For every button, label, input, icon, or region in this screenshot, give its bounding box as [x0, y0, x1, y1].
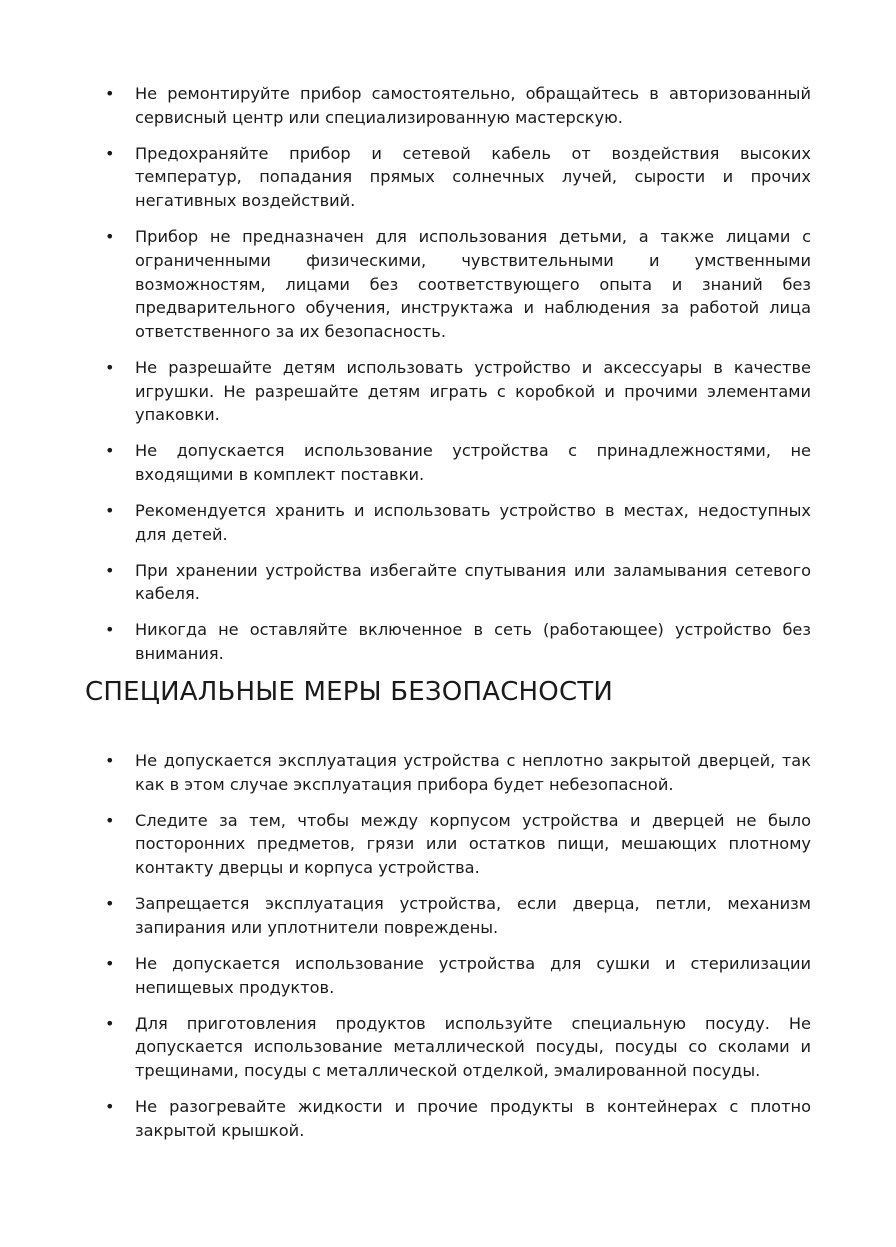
- bullet: •: [105, 143, 115, 163]
- bullet: •: [105, 357, 115, 377]
- bullet: •: [105, 84, 115, 103]
- list-item-text: Прибор не предназначен для использования детьми, а также лицами с ограниченными физическими, чувствительными и умственными возможностям, лицами без соответствующего опыта и знаний без предварительного обучения, инструктажа и наблюдения за работой лица ответственного за их безопасность.: [135, 227, 811, 341]
- list-item: [105, 892, 811, 939]
- list-item-text: Никогда не оставляйте включенное в сеть (работающее) устройство без внимания.: [135, 620, 811, 664]
- list-item: [105, 1012, 811, 1083]
- list-item: [105, 82, 811, 129]
- list-item: [105, 439, 811, 486]
- list-item: [105, 225, 811, 344]
- list-item-text: Для приготовления продуктов используйте специальную посуду. Не допускается использование металлической посуды, посуды со сколами и трещинами, посуды с металлической отделкой, эмалированной посуды.: [135, 1013, 811, 1080]
- list-item: [105, 952, 811, 999]
- list-item-text: Не допускается эксплуатация устройства с неплотно закрытой дверцей, так как в этом случае эксплуатация прибора будет небезопасной.: [135, 751, 811, 794]
- list-item: [105, 559, 811, 606]
- bullet: •: [105, 560, 115, 580]
- section-title: СПЕЦИАЛЬНЫЕ МЕРЫ БЕЗОПАСНОСТИ: [85, 677, 614, 707]
- list-item-text: Не допускается использование устройства с принадлежностями, не входящими в комплект поставки.: [135, 441, 811, 485]
- list-item-text: Не разрешайте детям использовать устройство и аксессуары в качестве игрушки. Не разрешайте детям играть с коробкой и прочими элементами упаковки.: [135, 357, 811, 425]
- bullet: •: [105, 751, 115, 770]
- bullet: •: [105, 1013, 115, 1033]
- special-measures-list: [105, 749, 811, 1155]
- list-item: [105, 809, 811, 880]
- list-item: [105, 1095, 811, 1142]
- list-item: [105, 499, 811, 546]
- list-item: [105, 749, 811, 796]
- list-item-text: Рекомендуется хранить и использовать устройство в местах, недоступных для детей.: [135, 501, 811, 544]
- general-warnings-list: [105, 82, 811, 678]
- list-item-text: При хранении устройства избегайте спутывания или заламывания сетевого кабеля.: [135, 560, 811, 604]
- bullet: •: [105, 441, 115, 461]
- bullet: •: [105, 501, 115, 521]
- bullet: •: [105, 810, 115, 830]
- bullet: •: [105, 620, 115, 640]
- list-item-text: Предохраняйте прибор и сетевой кабель от воздействия высоких температур, попадания прямых солнечных лучей, сырости и прочих негативных воздействий.: [135, 143, 811, 211]
- list-item-text: Запрещается эксплуатация устройства, если дверца, петли, механизм запирания или уплотнители повреждены.: [135, 894, 811, 937]
- list-item: [105, 356, 811, 427]
- list-item-text: Следите за тем, чтобы между корпусом устройства и дверцей не было посторонних предметов, грязи или остатков пищи, мешающих плотному контакту дверцы и корпуса устройства.: [135, 810, 811, 878]
- list-item: [105, 142, 811, 213]
- list-item: [105, 618, 811, 665]
- bullet: •: [105, 227, 115, 247]
- bullet: •: [105, 953, 115, 973]
- list-item-text: Не ремонтируйте прибор самостоятельно, обращайтесь в авторизованный сервисный центр или специализированную мастерскую.: [135, 84, 811, 127]
- bullet: •: [105, 1096, 115, 1116]
- list-item-text: Не допускается использование устройства для сушки и стерилизации непищевых продуктов.: [135, 953, 811, 997]
- bullet: •: [105, 894, 115, 914]
- list-item-text: Не разогревайте жидкости и прочие продукты в контейнерах с плотно закрытой крышкой.: [135, 1096, 811, 1140]
